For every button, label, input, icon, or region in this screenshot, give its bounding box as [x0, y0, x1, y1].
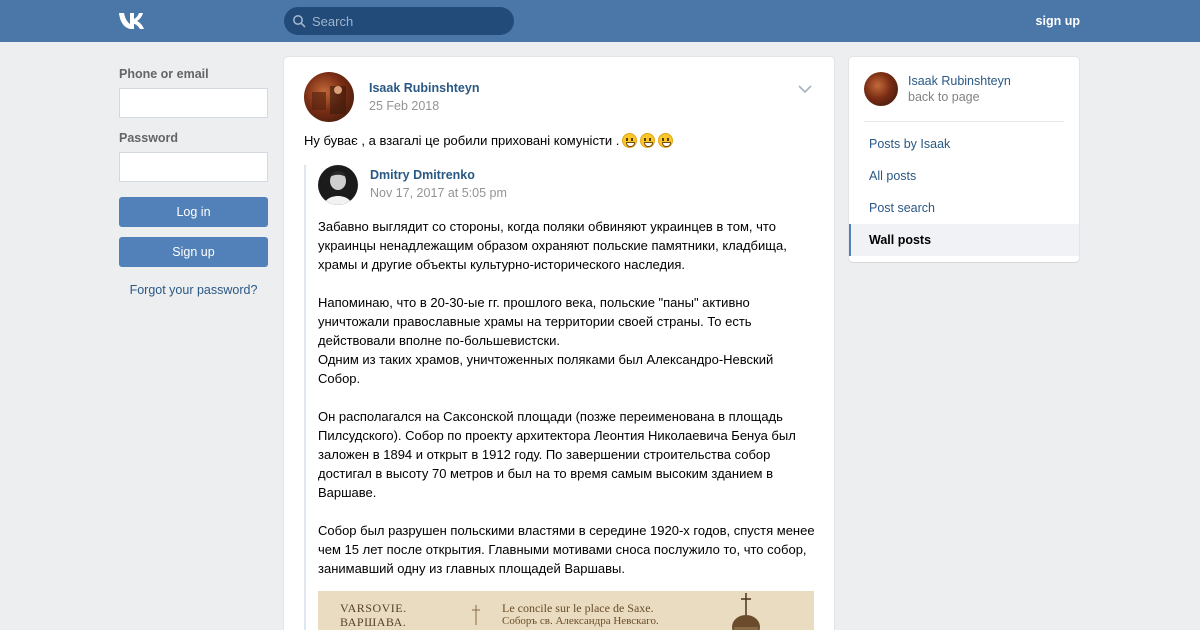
password-label: Password — [119, 131, 179, 145]
vk-logo-icon[interactable] — [118, 10, 152, 32]
repost-paragraph: Забавно выглядит со стороны, когда поляки обвиняют украинцев в том, что украинцы ненадлежащим образом охраняют польские памятники, кладбища, храмы и другие объекты культурно-исторического наследия. — [318, 219, 787, 272]
photo-caption: Соборъ св. Александра Невскаго. — [502, 615, 659, 627]
password-field[interactable] — [119, 152, 268, 182]
wall-post — [284, 57, 834, 630]
side-item-posts-by-isaak[interactable]: Posts by Isaak — [869, 137, 951, 151]
signup-button[interactable]: Sign up — [119, 237, 268, 267]
repost-paragraph: Он располагался на Саксонской площади (позже переименована в площадь Пилсудского). Собор по проекту архитектора Леонтия Николаевича Бенуа был заложен в 1894 и открыт в 1912 году. По завершении строительства собор достигал в высоту 70 метров и был на то время самым высоким зданием в Варшаве. — [318, 409, 796, 500]
repost-text — [318, 217, 818, 597]
repost-paragraph: Собор был разрушен польскими властями в середине 1920-х годов, спустя менее чем 15 лет после открытия. Главными мотивами сноса послужило то, что собор, занимавший одну из главных площадей Варшавы. — [318, 523, 815, 576]
forgot-password-link[interactable]: Forgot your password? — [129, 283, 258, 297]
cathedral-illustration — [318, 591, 814, 630]
side-item-all-posts[interactable]: All posts — [869, 169, 917, 183]
photo-text: VARSOVIE. — [340, 601, 407, 615]
side-item-post-search[interactable]: Post search — [869, 201, 936, 215]
photo-caption: Le concile sur le place de Saxe. — [502, 601, 654, 615]
avatar-image — [304, 72, 354, 122]
search-input[interactable] — [312, 7, 507, 35]
top-bar — [0, 0, 1200, 42]
repost-avatar[interactable] — [318, 165, 358, 205]
chevron-down-icon[interactable] — [798, 84, 812, 94]
phone-email-field[interactable] — [119, 88, 268, 118]
search-box[interactable] — [284, 7, 514, 35]
post-text-content: Ну буває , а взагалі це робили приховані комуністи . — [304, 133, 620, 148]
search-icon — [292, 14, 306, 28]
emoji-group — [619, 133, 673, 148]
repost-avatar-image — [318, 165, 358, 205]
divider — [864, 121, 1064, 122]
side-profile-name[interactable]: Isaak Rubinshteyn — [908, 74, 1011, 88]
post-author[interactable]: Isaak Rubinshteyn — [369, 81, 480, 95]
side-item-wall-posts[interactable]: Wall posts — [849, 224, 1079, 256]
phone-label: Phone or email — [119, 67, 209, 81]
photo-text: ВАРШАВА. — [340, 615, 407, 629]
repost-author[interactable]: Dmitry Dmitrenko — [370, 168, 475, 182]
post-date[interactable]: 25 Feb 2018 — [369, 99, 440, 113]
sign-up-link[interactable]: sign up — [1035, 14, 1080, 28]
repost-date[interactable]: Nov 17, 2017 at 5:05 pm — [370, 186, 507, 200]
side-avatar[interactable] — [864, 72, 898, 106]
login-form — [119, 60, 268, 297]
repost — [304, 165, 814, 630]
back-to-page-link[interactable]: back to page — [908, 90, 980, 104]
login-button[interactable]: Log in — [119, 197, 268, 227]
grin-emoji-icon — [658, 133, 673, 148]
grin-emoji-icon — [622, 133, 637, 148]
grin-emoji-icon — [640, 133, 655, 148]
avatar[interactable] — [304, 72, 354, 122]
side-menu — [849, 57, 1079, 262]
repost-photo[interactable] — [318, 591, 814, 630]
repost-paragraph: Напоминаю, что в 20-30-ые гг. прошлого века, польские "паны" активно уничтожали православные храмы на территории своей страны. То есть действовали вполне по-большевистски. Одним из таких храмов, уничтоженных поляками был Александро-Невский Собор. — [318, 295, 774, 386]
post-text — [304, 133, 673, 148]
